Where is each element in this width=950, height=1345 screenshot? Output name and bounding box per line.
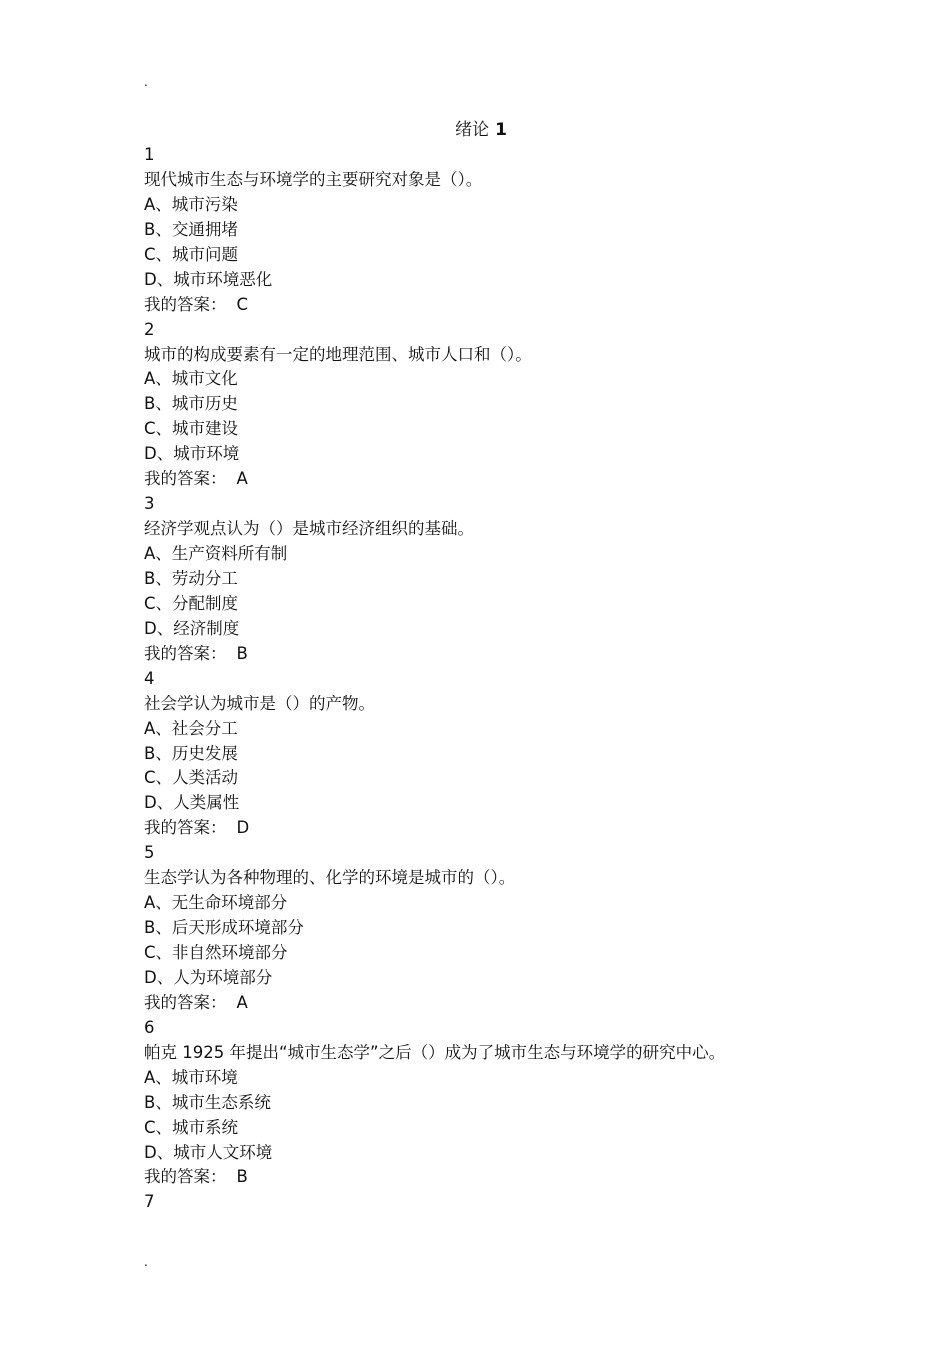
- next-question-number: 7: [144, 1192, 155, 1212]
- answer-label: 我的答案：: [144, 469, 227, 489]
- question-number: 5: [144, 843, 155, 863]
- question-number: 4: [144, 668, 155, 688]
- question-list: [144, 143, 924, 1215]
- option-b: B、后天形成环境部分: [144, 918, 304, 938]
- option-b: B、城市历史: [144, 394, 238, 414]
- option-a: A、生产资料所有制: [144, 544, 288, 563]
- question-block: [144, 492, 924, 667]
- my-answer: [144, 816, 924, 841]
- option-b: B、历史发展: [144, 743, 238, 763]
- my-answer: [144, 991, 924, 1016]
- option-b: B、劳动分工: [144, 568, 238, 588]
- answer-value: B: [236, 1167, 248, 1187]
- question-block: [144, 318, 924, 493]
- option-b: B、交通拥堵: [144, 219, 238, 239]
- option-c: C、分配制度: [144, 593, 239, 613]
- question-block: [144, 1016, 924, 1191]
- question-stem: 帕克 1925 年提出“城市生态学”之后（）成为了城市生态与环境学的研究中心。: [144, 1042, 726, 1062]
- my-answer: [144, 467, 924, 492]
- answer-label: 我的答案：: [144, 818, 227, 838]
- answer-value: A: [236, 992, 248, 1012]
- question-number: 6: [144, 1017, 155, 1037]
- question-number: 2: [144, 319, 155, 339]
- question-number: 1: [144, 145, 155, 164]
- page-bottom-marker: .: [144, 1255, 148, 1269]
- title-text: 绪论: [455, 120, 490, 140]
- answer-value: B: [236, 643, 248, 663]
- question-block: [144, 143, 924, 318]
- answer-value: C: [236, 294, 249, 314]
- option-b: B、城市生态系统: [144, 1092, 271, 1112]
- option-c: C、人类活动: [144, 768, 239, 788]
- page-title: [0, 118, 950, 142]
- option-c: C、城市建设: [144, 419, 239, 439]
- option-a: A、城市环境: [144, 1067, 238, 1087]
- option-c: C、城市系统: [144, 1117, 239, 1137]
- option-a: A、城市污染: [144, 194, 238, 214]
- question-stem: 经济学观点认为（）是城市经济组织的基础。: [144, 519, 474, 539]
- title-number: 1: [495, 120, 507, 140]
- option-d: D、城市环境恶化: [144, 269, 273, 289]
- question-stem: 城市的构成要素有一定的地理范围、城市人口和（）。: [144, 344, 532, 364]
- my-answer: [144, 642, 924, 667]
- option-c: C、城市问题: [144, 244, 239, 264]
- option-d: D、人为环境部分: [144, 967, 273, 987]
- my-answer: [144, 293, 924, 318]
- answer-value: D: [236, 818, 250, 838]
- answer-value: A: [236, 469, 248, 489]
- question-block: [144, 667, 924, 842]
- option-d: D、城市人文环境: [144, 1142, 273, 1162]
- my-answer: [144, 1165, 924, 1190]
- question-block: [144, 841, 924, 1016]
- option-a: A、无生命环境部分: [144, 893, 288, 913]
- option-c: C、非自然环境部分: [144, 943, 288, 962]
- page-top-marker: .: [144, 75, 148, 89]
- question-number: 3: [144, 494, 155, 514]
- option-d: D、城市环境: [144, 444, 240, 464]
- question-stem: 现代城市生态与环境学的主要研究对象是（）。: [144, 169, 483, 189]
- answer-label: 我的答案：: [144, 643, 227, 663]
- answer-label: 我的答案：: [144, 1167, 227, 1187]
- option-d: D、人类属性: [144, 793, 240, 813]
- question-stem: 社会学认为城市是（）的产物。: [144, 693, 375, 713]
- answer-label: 我的答案：: [144, 294, 227, 314]
- answer-label: 我的答案：: [144, 992, 227, 1012]
- option-a: A、社会分工: [144, 718, 238, 738]
- option-a: A、城市文化: [144, 369, 238, 389]
- option-d: D、经济制度: [144, 618, 240, 638]
- question-stem: 生态学认为各种物理的、化学的环境是城市的（）。: [144, 868, 516, 888]
